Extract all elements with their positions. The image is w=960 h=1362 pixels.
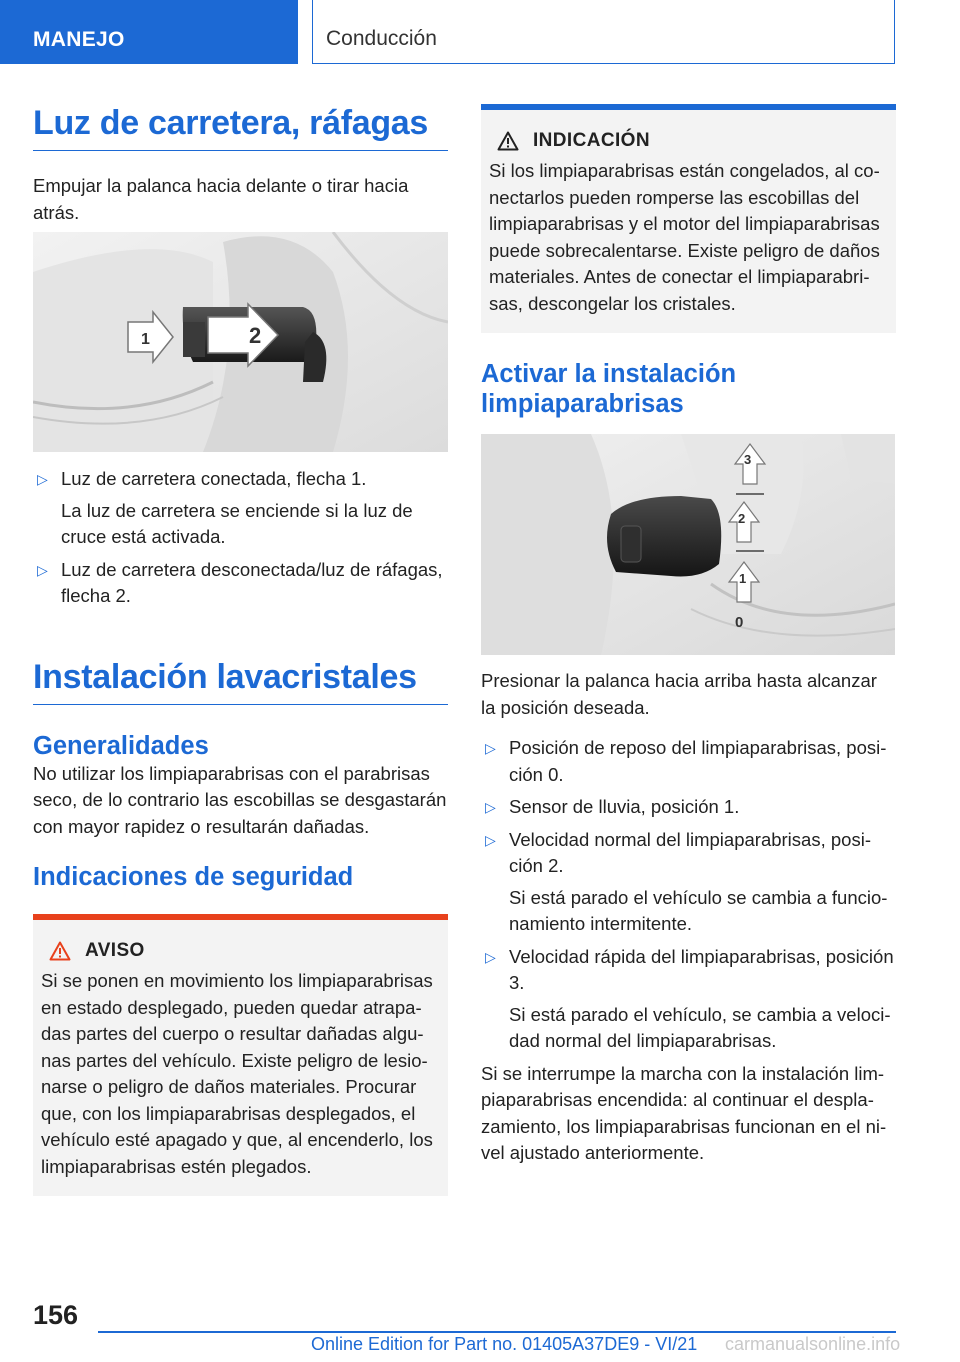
position-label-0: 0 <box>735 614 744 631</box>
notice-title: INDICACIÓN <box>489 130 887 152</box>
page-number: 156 <box>33 1300 79 1330</box>
warning-title: AVISO <box>41 940 439 962</box>
high-beam-list <box>33 466 448 610</box>
position-label-3: 3 <box>744 452 752 467</box>
activate-intro: Presionar la palanca hacia arriba hasta alcanzar la posición deseada. <box>481 670 877 718</box>
list-item: ▷ Velocidad normal del limpiaparabrisas, posición 2. Si está parado el vehículo se cambia a funcionamiento intermitente. <box>481 827 896 938</box>
warning-triangle-icon <box>49 941 71 961</box>
triangle-bullet-icon: ▷ <box>485 831 496 848</box>
closing-text: Si se interrumpe la marcha con la instalación limpiaparabrisas encendida: al continuar el desplazamiento, los limpiaparabrisas funcionan en el nivel ajustado anteriormente. <box>481 1062 887 1163</box>
triangle-bullet-icon: ▷ <box>37 471 48 487</box>
activate-text-wrap <box>481 668 896 1167</box>
heading-safety: Indicaciones de seguridad <box>33 863 354 891</box>
triangle-bullet-icon: ▷ <box>485 740 496 756</box>
lever-figure <box>33 232 448 452</box>
list-item: ▷ Luz de carretera conectada, flecha 1. La luz de carretera se enciende si la luz de cruce está activada. <box>33 466 448 551</box>
triangle-bullet-icon: ▷ <box>485 799 496 815</box>
position-label-2: 2 <box>738 511 746 526</box>
list-item: ▷ Luz de carretera desconectada/luz de ráfagas, flecha 2. <box>37 558 443 606</box>
footer-rule <box>98 1331 896 1333</box>
list-item-sub: La luz de carretera se enciende si la luz de cruce está activada. <box>61 499 413 547</box>
high-beam-intro: Empujar la palanca hacia delante o tirar hacia atrás. <box>33 175 409 223</box>
left-column <box>33 104 448 226</box>
watermark: carmanualsonline.info <box>725 1334 901 1354</box>
list-item: ▷ Sensor de lluvia, posición 1. <box>481 794 896 821</box>
headlight-lever-illustration <box>33 232 448 452</box>
notice-box <box>481 104 896 333</box>
warning-box <box>33 914 448 1196</box>
edition-text: Online Edition for Part no. 01405A37DE9 - VI/21 <box>311 1334 698 1354</box>
heading-activate-wipers: Activar la instalación limpiaparabrisas <box>481 360 737 418</box>
warning-text: Si se ponen en movimiento los limpiaparabrisas en estado desplegado, pueden quedar atrapadas partes del cuerpo o resultar dañadas algunas partes del vehículo. Existe peligro de lesionarse o peligro de daños materiales. Procurar que, con los limpiaparabrisas desplegados, el vehículo esté apagado y que, al encenderlo, los limpiaparabrisas estén plegados. <box>41 970 433 1177</box>
heading-washer: Instalación lavacristales <box>33 658 448 705</box>
high-beam-list-wrap <box>33 466 448 1196</box>
general-text: No utilizar los limpiaparabrisas con el parabrisas seco, de lo contrario las escobillas se desgastarán con mayor rapidez o resultarán dañadas. <box>33 762 447 837</box>
heading-high-beam: Luz de carretera, ráfagas <box>33 104 448 151</box>
heading-general: Generalidades <box>33 731 209 760</box>
list-item: ▷ Velocidad rápida del limpiaparabrisas, posición 3. Si está parado el vehículo, se cambia a velocidad normal del limpiaparabrisas. <box>481 944 896 1055</box>
caution-triangle-icon <box>497 131 519 151</box>
position-label-1: 1 <box>739 571 747 586</box>
triangle-bullet-icon: ▷ <box>37 561 48 578</box>
wiper-positions-list <box>481 735 896 1055</box>
section-tab: MANEJO <box>0 0 298 64</box>
list-item-sub: Si está parado el vehículo se cambia a funcionamiento intermitente. <box>509 886 888 934</box>
wiper-figure <box>481 434 895 655</box>
arrow-label-1: 1 <box>141 331 150 348</box>
list-item: ▷ Posición de reposo del limpiaparabrisas, posición 0. <box>485 737 887 785</box>
chapter-tab: Conducción <box>312 0 895 64</box>
list-item-sub: Si está parado el vehículo, se cambia a velocidad normal del limpiaparabrisas. <box>509 1003 891 1051</box>
arrow-label-2: 2 <box>249 323 262 348</box>
notice-text: Si los limpiaparabrisas están congelados, al conectarlos pueden romperse las escobillas del limpiaparabrisas y el motor del limpiaparabrisas puede sobrecalentarse. Existe peligro de daños materiales. Antes de conectar el limpiaparabrisas, descongelar los cristales. <box>489 160 880 314</box>
right-column <box>481 104 896 419</box>
wiper-lever-illustration <box>481 434 895 655</box>
triangle-bullet-icon: ▷ <box>485 948 496 965</box>
